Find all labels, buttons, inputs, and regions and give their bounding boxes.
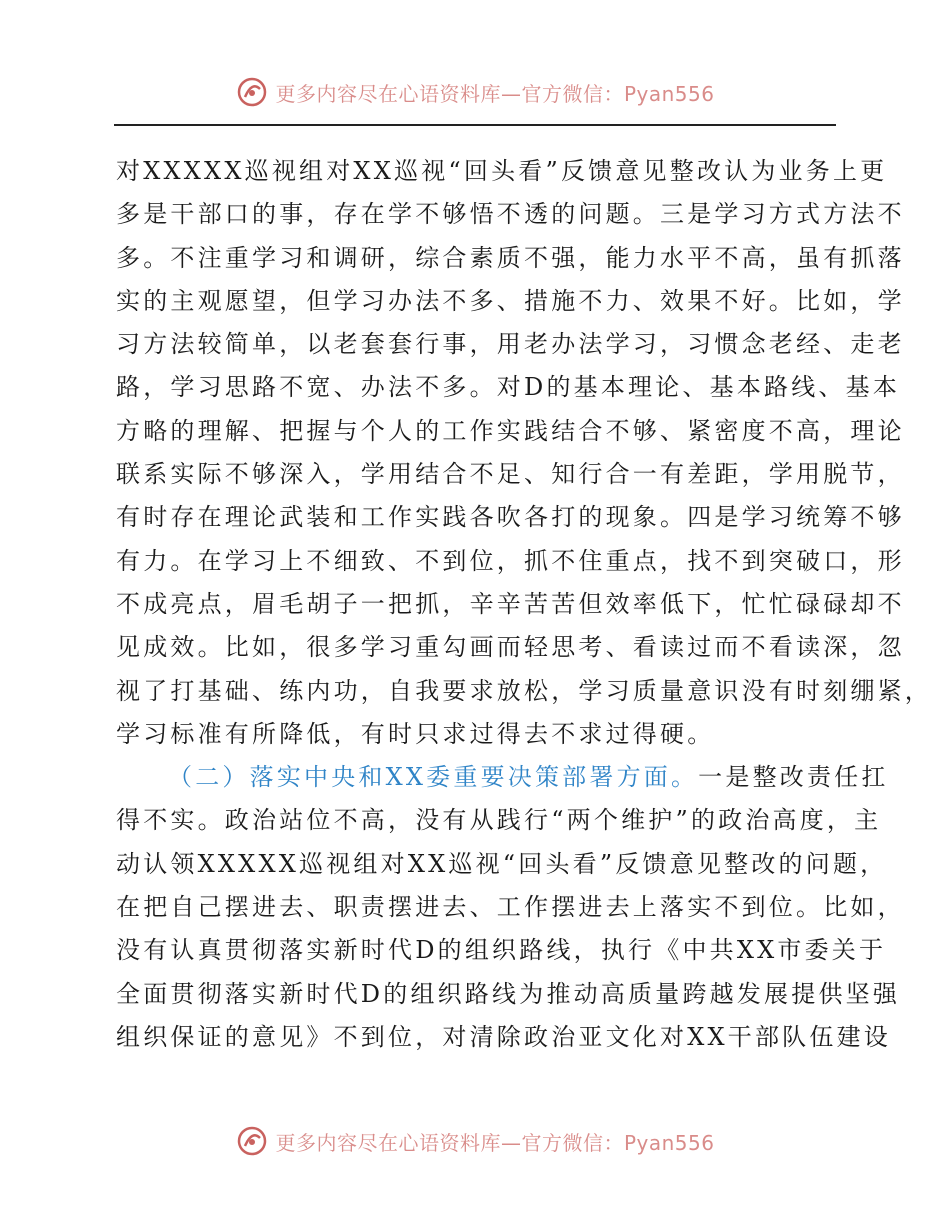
document-body — [116, 150, 932, 1059]
header-watermark — [0, 72, 950, 112]
text-line: 动认领XXXXX巡视组对XX巡视“回头看”反馈意见整改的问题， — [116, 849, 888, 878]
header-watermark-text: 更多内容尽在心语资料库—官方微信：Pyan556 — [275, 81, 715, 106]
text-line: 实的主观愿望，但学习办法不多、措施不力、效果不好。比如，学 — [116, 286, 905, 315]
header-divider — [114, 124, 836, 126]
footer-watermark-text: 更多内容尽在心语资料库—官方微信：Pyan556 — [275, 1130, 715, 1155]
footer-watermark — [0, 1121, 950, 1161]
text-line: 联系实际不够深入，学用结合不足、知行合一有差距，学用脱节， — [116, 460, 905, 489]
seal-logo-icon — [235, 1124, 269, 1158]
text-line: 对XXXXX巡视组对XX巡视“回头看”反馈意见整改认为业务上更 — [116, 157, 888, 185]
text-line: 习方法较简单，以老套套行事，用老办法学习，习惯念老经、走老 — [116, 330, 905, 359]
text-line: 视了打基础、练内功，自我要求放松，学习质量意识没有时刻绷紧， — [116, 676, 932, 705]
section-heading-continuation: 一是整改责任扛 — [698, 763, 889, 792]
section-heading: （二）落实中央和XX委重要决策部署方面。 — [168, 763, 699, 792]
text-line: 在把自己摆进去、职责摆进去、工作摆进去上落实不到位。比如， — [116, 893, 905, 922]
text-line: 见成效。比如，很多学习重勾画而轻思考、看读过而不看读深，忽 — [116, 633, 905, 662]
text-line: 路，学习思路不宽、办法不多。对D的基本理论、基本路线、基本 — [116, 373, 901, 402]
text-line: 有时存在理论武装和工作实践各吹各打的现象。四是学习统筹不够 — [116, 503, 905, 532]
text-line: 不成亮点，眉毛胡子一把抓，辛辛苦苦但效率低下，忙忙碌碌却不 — [116, 589, 905, 618]
text-line: 多是干部口的事，存在学不够悟不透的问题。三是学习方式方法不 — [116, 200, 905, 229]
text-line: 方略的理解、把握与个人的工作实践结合不够、紧密度不高，理论 — [116, 416, 905, 445]
text-line: 有力。在学习上不细致、不到位，抓不住重点，找不到突破口，形 — [116, 546, 905, 575]
text-line: 学习标准有所降低，有时只求过得去不求过得硬。 — [116, 719, 715, 748]
text-line: 得不实。政治站位不高，没有从践行“两个维护”的政治高度，主 — [116, 806, 882, 835]
text-line: 多。不注重学习和调研，综合素质不强，能力水平不高，虽有抓落 — [116, 243, 905, 272]
text-line: 全面贯彻落实新时代D的组织路线为推动高质量跨越发展提供坚强 — [116, 979, 901, 1008]
section-heading-line — [116, 756, 889, 799]
text-line: 组织保证的意见》不到位，对清除政治亚文化对XX干部队伍建设 — [116, 1022, 891, 1051]
seal-logo-icon — [235, 75, 269, 109]
text-line: 没有认真贯彻落实新时代D的组织路线，执行《中共XX市委关于 — [116, 936, 887, 965]
